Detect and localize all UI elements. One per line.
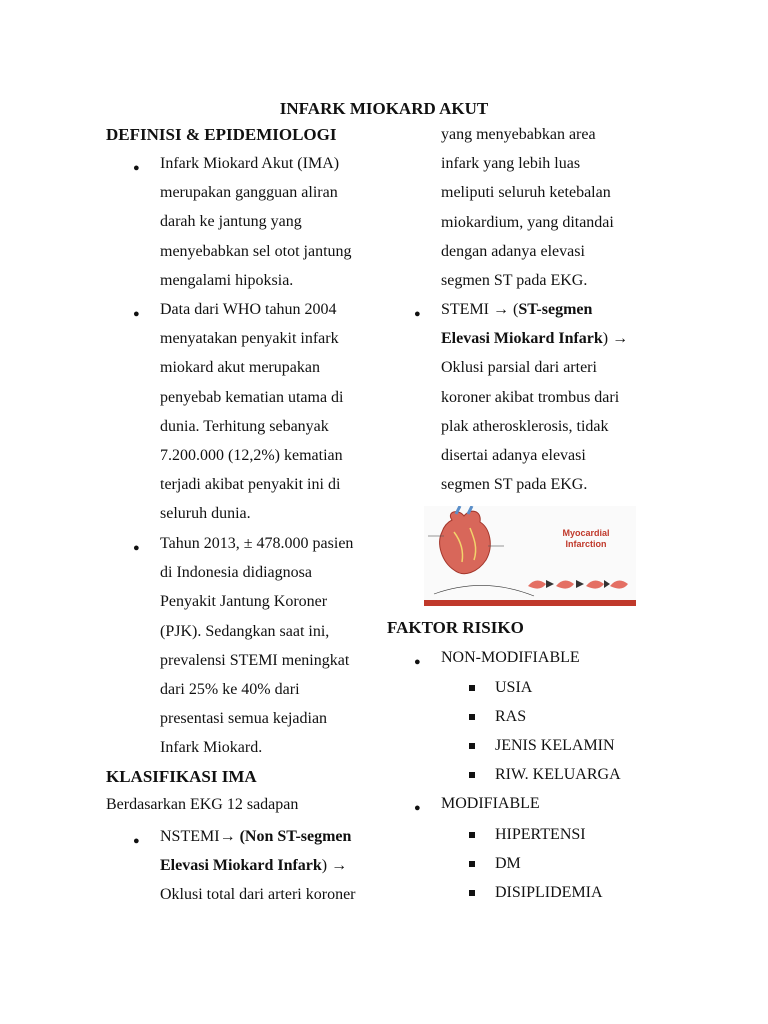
heading-definisi: DEFINISI & EPIDEMIOLOGI <box>106 125 337 144</box>
heart-illustration <box>424 506 636 606</box>
heading-faktor: FAKTOR RISIKO <box>387 618 524 637</box>
bullet-who-text: Data dari WHO tahun 2004 menyatakan penyakit infark miokard akut merupakan penyebab kematian utama di dunia. Terhitung sebanyak 7.200.000 (12,2%) kematian terjadi akibat penyakit ini di seluruh dunia. <box>160 301 344 523</box>
risk-item: USIA <box>495 679 533 696</box>
arrow-icon: → <box>331 857 348 875</box>
nstemi-continued: yang menyebabkan area infark yang lebih luas meliputi seluruh ketebalan miokardium, yang ditandai dengan adanya elevasi segmen ST pada EKG. <box>441 126 614 290</box>
square-bullet <box>469 890 475 896</box>
bullet-dot: ● <box>414 656 421 668</box>
bullet-2013-text: Tahun 2013, ± 478.000 pasien di Indonesia didiagnosa Penyakit Jantung Koroner (PJK). Sedangkan saat ini, prevalensi STEMI meningkat dari 25% ke 40% dari presentasi semua kejadian Infark Miokard. <box>160 535 354 757</box>
modifiable-label: MODIFIABLE <box>441 795 540 812</box>
risk-item: DISIPLIDEMIA <box>495 884 603 901</box>
square-bullet <box>469 861 475 867</box>
square-bullet <box>469 685 475 691</box>
bullet-dot: ● <box>133 835 140 847</box>
risk-item: DM <box>495 855 521 872</box>
bullet-dot: ● <box>414 802 421 814</box>
bullet-dot: ● <box>133 162 140 174</box>
risk-item: RAS <box>495 708 527 725</box>
square-bullet <box>469 743 475 749</box>
square-bullet <box>469 714 475 720</box>
stemi-text: STEMI → (ST-segmen Elevasi Miokard Infark) → Oklusi parsial dari arteri koroner akibat trombus dari plak atherosklerosis, tidak disertai adanya elevasi segmen ST pada EKG. <box>441 301 629 494</box>
nstemi-text: NSTEMI→ (Non ST-segmen Elevasi Miokard Infark) → Oklusi total dari arteri koroner <box>160 828 356 904</box>
risk-item: HIPERTENSI <box>495 826 586 843</box>
risk-item: JENIS KELAMIN <box>495 737 615 754</box>
figure-accent-bar <box>424 600 636 606</box>
myocardial-infarction-figure <box>424 506 636 606</box>
non-modifiable-label: NON-MODIFIABLE <box>441 649 580 666</box>
risk-item: RIW. KELUARGA <box>495 766 621 783</box>
klasifikasi-intro: Berdasarkan EKG 12 sadapan <box>106 796 299 813</box>
bullet-ima-text: Infark Miokard Akut (IMA) merupakan gangguan aliran darah ke jantung yang menyebabkan sel otot jantung mengalami hipoksia. <box>160 155 352 289</box>
page-title: INFARK MIOKARD AKUT <box>279 99 489 118</box>
bullet-dot: ● <box>133 542 140 554</box>
bullet-dot: ● <box>133 308 140 320</box>
square-bullet <box>469 832 475 838</box>
arrow-icon: → <box>612 330 629 348</box>
figure-title: Myocardial Infarction <box>562 528 610 549</box>
arrow-icon: → <box>493 301 509 318</box>
square-bullet <box>469 772 475 778</box>
arrow-icon: → <box>219 828 236 845</box>
heading-klasifikasi: KLASIFIKASI IMA <box>106 767 257 786</box>
bullet-dot: ● <box>414 308 421 320</box>
